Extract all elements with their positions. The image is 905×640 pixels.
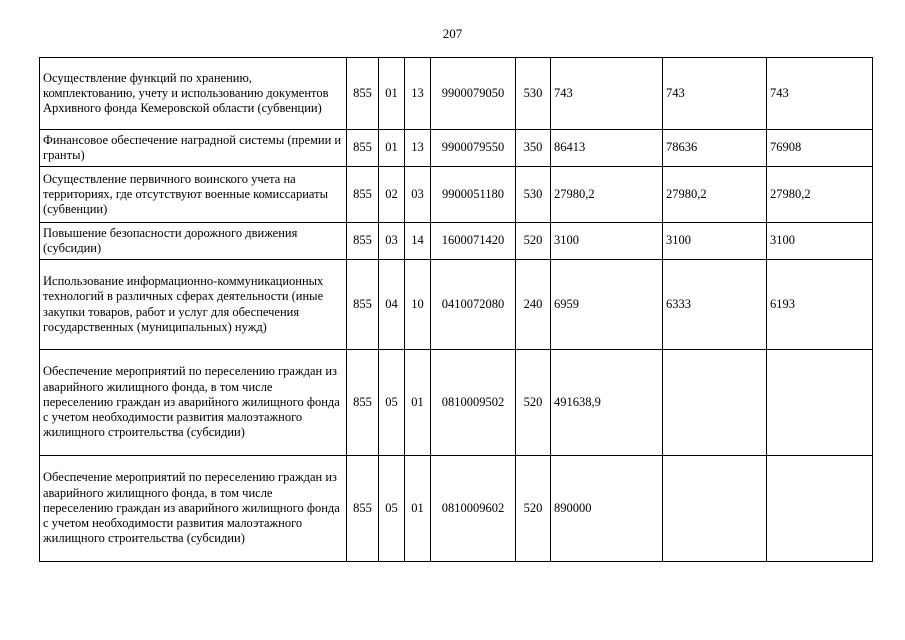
expense-type-cell: 520 (516, 350, 551, 456)
expense-type-cell: 530 (516, 167, 551, 223)
subsection-cell: 10 (405, 260, 431, 350)
amount-3-cell (767, 350, 873, 456)
target-item-cell: 0410072080 (431, 260, 516, 350)
section-cell: 04 (379, 260, 405, 350)
target-item-cell: 9900079050 (431, 58, 516, 130)
row-name-cell: Использование информационно-коммуникационных технологий в различных сферах деятельности (иные закупки товаров, работ и услуг для обеспечения государственных (муниципальных) нужд) (40, 260, 347, 350)
amount-1-cell: 3100 (551, 223, 663, 260)
amount-1-cell: 27980,2 (551, 167, 663, 223)
subsection-cell: 03 (405, 167, 431, 223)
ministry-code-cell: 855 (347, 456, 379, 562)
section-cell: 05 (379, 456, 405, 562)
page-number: 207 (442, 26, 463, 41)
budget-table (39, 57, 873, 562)
table-row (40, 223, 873, 260)
subsection-cell: 13 (405, 58, 431, 130)
row-name-cell: Обеспечение мероприятий по переселению граждан из аварийного жилищного фонда, в том числе переселению граждан из аварийного жилищного фонда с учетом необходимости развития малоэтажного жилищного строительства (субсидии) (40, 350, 347, 456)
table-row (40, 260, 873, 350)
amount-1-cell: 890000 (551, 456, 663, 562)
amount-2-cell: 6333 (663, 260, 767, 350)
subsection-cell: 14 (405, 223, 431, 260)
amount-1-cell: 86413 (551, 130, 663, 167)
row-name-cell: Осуществление функций по хранению, комплектованию, учету и использованию документов Архивного фонда Кемеровской области (субвенции) (40, 58, 347, 130)
expense-type-cell: 530 (516, 58, 551, 130)
ministry-code-cell: 855 (347, 260, 379, 350)
ministry-code-cell: 855 (347, 223, 379, 260)
amount-2-cell (663, 350, 767, 456)
amount-3-cell: 743 (767, 58, 873, 130)
expense-type-cell: 520 (516, 456, 551, 562)
table-row (40, 350, 873, 456)
subsection-cell: 01 (405, 456, 431, 562)
amount-2-cell: 743 (663, 58, 767, 130)
amount-1-cell: 6959 (551, 260, 663, 350)
amount-3-cell: 6193 (767, 260, 873, 350)
table-row (40, 456, 873, 562)
amount-2-cell: 78636 (663, 130, 767, 167)
ministry-code-cell: 855 (347, 167, 379, 223)
subsection-cell: 01 (405, 350, 431, 456)
ministry-code-cell: 855 (347, 58, 379, 130)
table-row (40, 130, 873, 167)
section-cell: 05 (379, 350, 405, 456)
target-item-cell: 9900051180 (431, 167, 516, 223)
expense-type-cell: 520 (516, 223, 551, 260)
row-name-cell: Повышение безопасности дорожного движения (субсидии) (40, 223, 347, 260)
table-row (40, 167, 873, 223)
amount-2-cell: 3100 (663, 223, 767, 260)
target-item-cell: 0810009602 (431, 456, 516, 562)
ministry-code-cell: 855 (347, 130, 379, 167)
section-cell: 01 (379, 58, 405, 130)
section-cell: 01 (379, 130, 405, 167)
amount-3-cell: 27980,2 (767, 167, 873, 223)
target-item-cell: 9900079550 (431, 130, 516, 167)
amount-2-cell (663, 456, 767, 562)
expense-type-cell: 350 (516, 130, 551, 167)
section-cell: 02 (379, 167, 405, 223)
amount-3-cell (767, 456, 873, 562)
amount-3-cell: 76908 (767, 130, 873, 167)
target-item-cell: 0810009502 (431, 350, 516, 456)
row-name-cell: Осуществление первичного воинского учета на территориях, где отсутствуют военные комиссариаты (субвенции) (40, 167, 347, 223)
section-cell: 03 (379, 223, 405, 260)
amount-1-cell: 743 (551, 58, 663, 130)
target-item-cell: 1600071420 (431, 223, 516, 260)
row-name-cell: Финансовое обеспечение наградной системы (премии и гранты) (40, 130, 347, 167)
amount-2-cell: 27980,2 (663, 167, 767, 223)
amount-1-cell: 491638,9 (551, 350, 663, 456)
table-row (40, 58, 873, 130)
row-name-cell: Обеспечение мероприятий по переселению граждан из аварийного жилищного фонда, в том числе переселению граждан из аварийного жилищного фонда с учетом необходимости развития малоэтажного жилищного строительства (субсидии) (40, 456, 347, 562)
expense-type-cell: 240 (516, 260, 551, 350)
ministry-code-cell: 855 (347, 350, 379, 456)
subsection-cell: 13 (405, 130, 431, 167)
amount-3-cell: 3100 (767, 223, 873, 260)
